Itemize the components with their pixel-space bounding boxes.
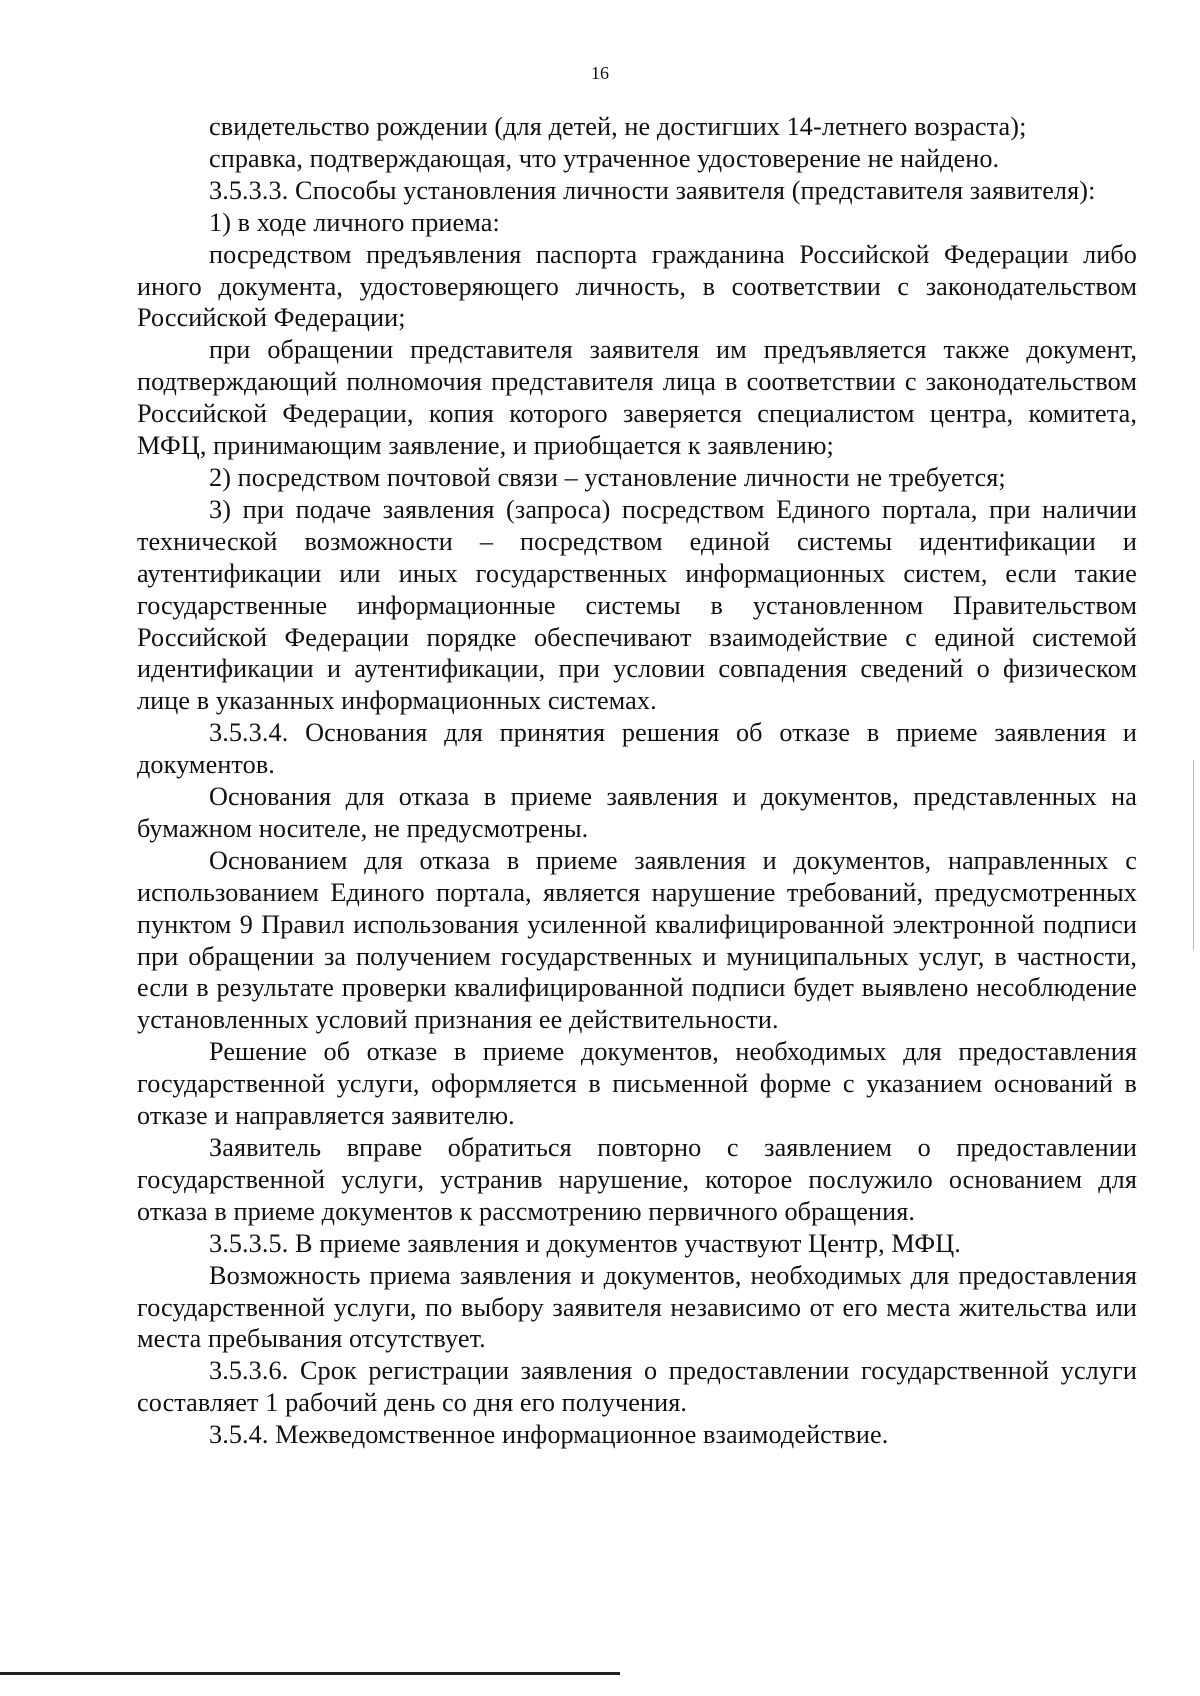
page-number: 16: [591, 63, 609, 83]
paragraph-extraterritorial: Возможность приема заявления и документов, необходимых для предоставления государственной услуги, по выбору заявителя независимо от его места жительства или места пребывания отсутствует.: [137, 1260, 1137, 1354]
paragraph-interagency: 3.5.4. Межведомственное информационное взаимодействие.: [209, 1420, 889, 1450]
paragraph-unified-portal: 3) при подаче заявления (запроса) посредством Единого портала, при наличии технической возможности – посредством единой системы идентификации и аутентификации или иных государственных информационных систем, если такие государственные информационные системы в установленном Правительством Российской Федерации порядке обеспечивают взаимодействие с единой системой идентификации и аутентификации, при условии совпадения сведений о физическом лице в указанных информационных системах.: [137, 494, 1137, 716]
paragraph-refusal-grounds-heading: 3.5.3.4. Основания для принятия решения об отказе в приеме заявления и документов.: [137, 718, 1137, 780]
paragraph-identification-methods: 3.5.3.3. Способы установления личности заявителя (представителя заявителя):: [209, 175, 1096, 205]
scan-edge-mark: [1193, 760, 1194, 950]
document-body: [137, 111, 1137, 1451]
paragraph-birth-certificate: свидетельство рождении (для детей, не достигших 14-летнего возраста);: [209, 112, 1027, 141]
paragraph-passport: посредством предъявления паспорта гражданина Российской Федерации либо иного документа, удостоверяющего личность, в соответствии с законодательством Российской Федерации;: [137, 239, 1137, 333]
paragraph-lost-certificate: справка, подтверждающая, что утраченное удостоверение не найдено.: [209, 143, 1000, 173]
paragraph-refusal-decision: Решение об отказе в приеме документов, необходимых для предоставления государственной услуги, оформляется в письменной форме с указанием оснований в отказе и направляется заявителю.: [137, 1037, 1137, 1131]
bottom-rule: [0, 1672, 620, 1675]
paragraph-registration-term: 3.5.3.6. Срок регистрации заявления о предоставлении государственной услуги составляет 1 рабочий день со дня его получения.: [137, 1356, 1137, 1418]
paragraph-repeat-application: Заявитель вправе обратиться повторно с заявлением о предоставлении государственной услуги, устранив нарушение, которое послужило основанием для отказа в приеме документов к рассмотрению первичного обращения.: [137, 1133, 1137, 1226]
paragraph-participants: 3.5.3.5. В приеме заявления и документов участвуют Центр, МФЦ.: [209, 1228, 961, 1258]
paragraph-representative: при обращении представителя заявителя им предъявляется также документ, подтверждающий полномочия представителя лица в соответствии с законодательством Российской Федерации, копия которого заверяется специалистом центра, комитета, МФЦ, принимающим заявление, и приобщается к заявлению;: [137, 335, 1137, 461]
paragraph-postal: 2) посредством почтовой связи – установление личности не требуется;: [209, 462, 1006, 492]
paragraph-portal-grounds: Основанием для отказа в приеме заявления и документов, направленных с использованием Единого портала, является нарушение требований, предусмотренных пунктом 9 Правил использования усиленной квалифицированной электронной подписи при обращении за получением государственных и муниципальных услуг, в частности, если в результате проверки квалифицированной подписи будет выявлено несоблюдение установленных условий признания ее действительности.: [137, 845, 1137, 1035]
paragraph-paper-grounds: Основания для отказа в приеме заявления и документов, представленных на бумажном носителе, не предусмотрены.: [137, 782, 1137, 843]
paragraph-personal-reception: 1) в ходе личного приема:: [209, 207, 500, 237]
